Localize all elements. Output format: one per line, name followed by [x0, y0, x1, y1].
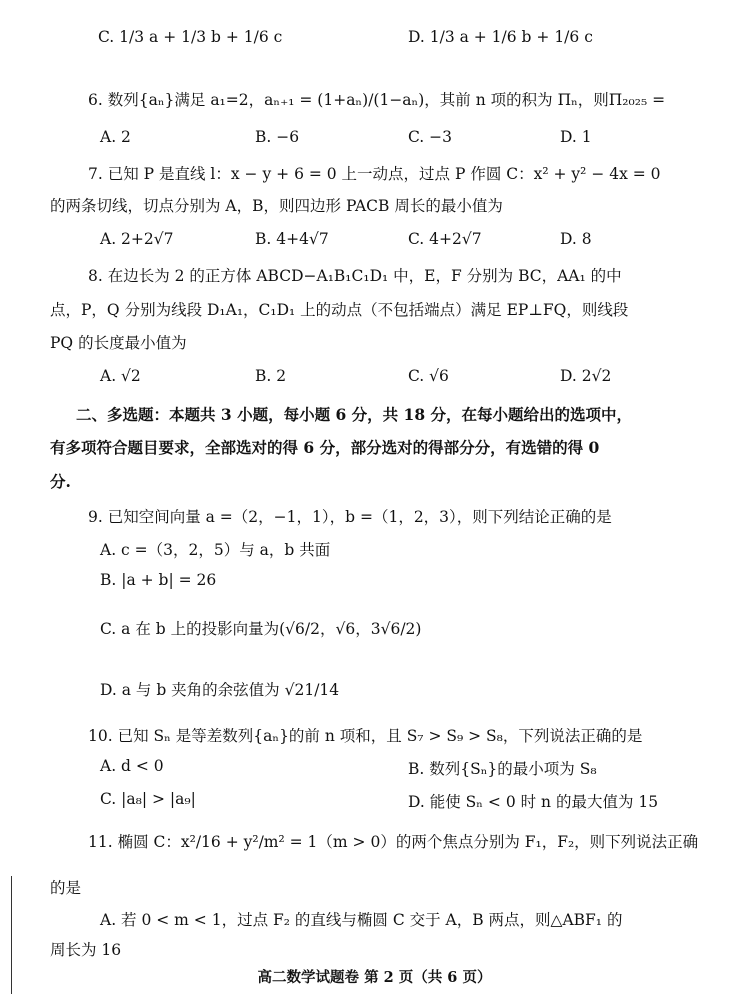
q11-stem-line2: 的是: [50, 879, 82, 897]
q5-option-c: C. 1/3 a + 1/3 b + 1/6 c: [98, 28, 283, 46]
q9-option-d: D. a 与 b 夹角的余弦值为 √21/14: [100, 681, 340, 699]
q6-option-d: D. 1: [560, 128, 592, 146]
q6-option-c: C. −3: [408, 128, 453, 146]
q5-option-d: D. 1/3 a + 1/6 b + 1/6 c: [408, 28, 593, 46]
q10-option-a: A. d < 0: [100, 757, 164, 775]
q11-stem-line1: 11. 椭圆 C：x²/16 + y²/m² = 1（m > 0）的两个焦点分别为 F₁，F₂，则下列说法正确: [88, 833, 699, 851]
q6-option-a: A. 2: [100, 128, 131, 146]
q10-option-b: B. 数列{Sₙ}的最小项为 S₈: [408, 760, 597, 778]
q11-option-a-line1: A. 若 0 < m < 1，过点 F₂ 的直线与椭圆 C 交于 A，B 两点，则△ABF₁ 的: [100, 911, 623, 929]
q7-option-d: D. 8: [560, 230, 592, 248]
q7-option-a: A. 2+2√7: [100, 230, 174, 248]
q11-option-a-line2: 周长为 16: [50, 941, 122, 959]
q9-option-c: C. a 在 b 上的投影向量为(√6/2，√6，3√6/2): [100, 620, 422, 638]
q10-option-c: C. |a₈| > |a₉|: [100, 790, 196, 808]
section-2-heading-line2: 有多项符合题目要求，全部选对的得 6 分，部分选对的得部分分，有选错的得 0: [50, 438, 600, 457]
q8-option-b: B. 2: [255, 367, 287, 385]
q7-option-c: C. 4+2√7: [408, 230, 482, 248]
q10-option-d: D. 能使 Sₙ < 0 时 n 的最大值为 15: [408, 793, 659, 811]
q8-stem-line3: PQ 的长度最小值为: [50, 334, 187, 352]
q10-stem: 10. 已知 Sₙ 是等差数列{aₙ}的前 n 项和，且 S₇ > S₉ > S₈，下列说法正确的是: [88, 727, 643, 745]
q7-stem-line1: 7. 已知 P 是直线 l：x − y + 6 = 0 上一动点，过点 P 作圆 C：x² + y² − 4x = 0: [88, 165, 661, 183]
q7-stem-line2: 的两条切线，切点分别为 A，B，则四边形 PACB 周长的最小值为: [50, 197, 503, 215]
q9-option-a: A. c =（3，2，5）与 a，b 共面: [100, 541, 331, 559]
q8-option-a: A. √2: [100, 367, 141, 385]
q8-stem-line1: 8. 在边长为 2 的正方体 ABCD−A₁B₁C₁D₁ 中，E，F 分别为 BC，AA₁ 的中: [88, 267, 622, 285]
q8-stem-line2: 点，P，Q 分别为线段 D₁A₁，C₁D₁ 上的动点（不包括端点）满足 EP⊥FQ，则线段: [50, 301, 629, 319]
page-footer: 高二数学试题卷 第 2 页（共 6 页）: [257, 969, 492, 986]
q8-option-c: C. √6: [408, 367, 449, 385]
q9-stem: 9. 已知空间向量 a =（2，−1，1），b =（1，2，3），则下列结论正确的是: [88, 508, 612, 526]
section-2-heading-line1: 二、多选题：本题共 3 小题，每小题 6 分，共 18 分，在每小题给出的选项中，: [76, 405, 633, 424]
section-2-heading-line3: 分.: [50, 472, 71, 491]
q8-option-d: D. 2√2: [560, 367, 612, 385]
q9-option-b: B. |a + b| = 26: [100, 571, 217, 589]
q6-option-b: B. −6: [255, 128, 300, 146]
q7-option-b: B. 4+4√7: [255, 230, 329, 248]
q6-stem: 6. 数列{aₙ}满足 a₁=2，aₙ₊₁ = (1+aₙ)/(1−aₙ)，其前 n 项的积为 Πₙ，则Π₂₀₂₅ =: [88, 91, 666, 109]
